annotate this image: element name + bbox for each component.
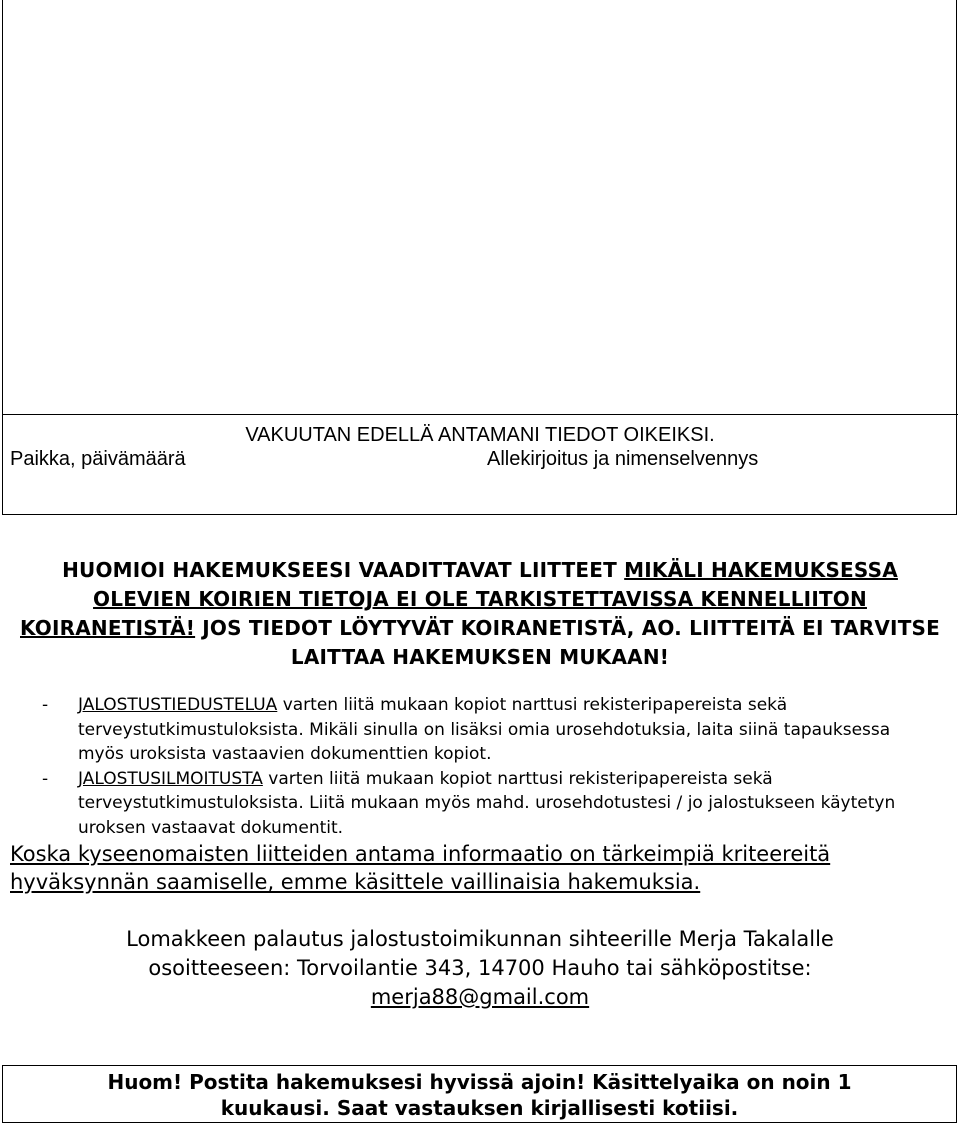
email-link[interactable]: merja88@gmail.com bbox=[370, 985, 590, 1009]
signature-label: Allekirjoitus ja nimenselvennys bbox=[487, 448, 759, 470]
list-item-text: varten liitä mukaan kopiot narttusi rekisteripapereista sekä terveystutkimustuloksista. Liitä mukaan myös mahd. urosehdotustesi / jo jalostukseen käytetyn uroksen vastaavat dokumentit. bbox=[78, 768, 896, 838]
footer-note-box bbox=[2, 1065, 957, 1123]
declaration-text bbox=[0, 424, 960, 447]
notice-part-1: HUOMIOI HAKEMUKSEESI VAADITTAVAT LIITTEET bbox=[62, 558, 617, 582]
attachment-list bbox=[40, 693, 940, 840]
footer-line-1: Huom! Postita hakemuksesi hyvissä ajoin! Käsittelyaika on noin 1 bbox=[107, 1070, 852, 1094]
place-date-label: Paikka, päivämäärä bbox=[10, 448, 186, 470]
free-text-area[interactable] bbox=[3, 0, 958, 415]
list-item bbox=[40, 767, 940, 841]
list-item-keyword: JALOSTUSILMOITUSTA bbox=[78, 768, 263, 789]
return-line-1: Lomakkeen palautus jalostustoimikunnan sihteerille Merja Takalalle bbox=[126, 927, 834, 951]
list-item bbox=[40, 693, 940, 767]
important-note: Koska kyseenomaisten liitteiden antama informaatio on tärkeimpiä kriteereitä hyväksynnän saamiselle, emme käsittele vaillinaisia hakemuksia. bbox=[10, 842, 831, 894]
list-item-text: varten liitä mukaan kopiot narttusi rekisteripapereista sekä terveystutkimustuloksista. Mikäli sinulla on lisäksi omia urosehdotuksia, laita siinä tapauksessa myös uroksista vastaavien dokumenttien kopiot. bbox=[78, 695, 891, 764]
attachments-notice bbox=[20, 556, 940, 672]
footer-line-2: kuukausi. Saat vastauksen kirjallisesti kotiisi. bbox=[220, 1096, 739, 1120]
list-dash: - bbox=[42, 768, 49, 789]
list-item-keyword: JALOSTUSTIEDUSTELUA bbox=[78, 695, 278, 715]
list-dash: - bbox=[42, 695, 49, 715]
notice-part-3: JOS TIEDOT LÖYTYVÄT KOIRANETISTÄ, AO. LIITTEITÄ EI TARVITSE LAITTAA HAKEMUKSEN MUKAAN! bbox=[202, 616, 941, 669]
return-line-2: osoitteeseen: Torvoilantie 343, 14700 Hauho tai sähköpostitse: bbox=[148, 956, 812, 980]
notice-part-2: MIKÄLI HAKEMUKSESSA OLEVIEN KOIRIEN TIETOJA EI OLE TARKISTETTAVISSA KENNELLIITON KOIRANETISTÄ! bbox=[20, 558, 898, 640]
return-info bbox=[20, 925, 940, 1012]
declaration-label: VAKUUTAN EDELLÄ ANTAMANI TIEDOT OIKEIKSI. bbox=[245, 424, 715, 446]
